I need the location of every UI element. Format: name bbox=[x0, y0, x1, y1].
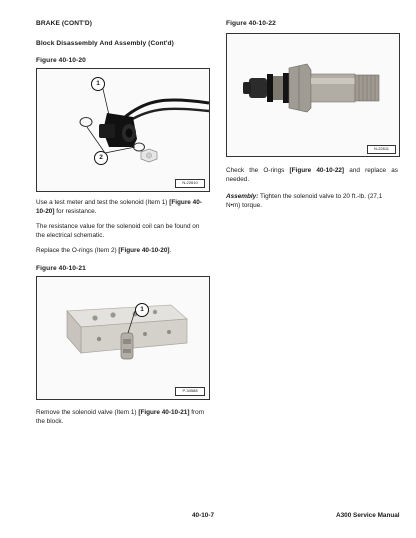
callout-item-2: 2 bbox=[94, 151, 108, 165]
manual-title: A300 Service Manual bbox=[336, 512, 400, 519]
figure-photo-solenoid-valve bbox=[226, 33, 400, 157]
paragraph-text: Tighten the solenoid valve to 20 ft.-lb. (27,1 N•m) torque. bbox=[226, 193, 383, 209]
paragraph-text: Replace the O-rings (Item 2) bbox=[36, 247, 119, 254]
figure-reference: [Figure 40-10-20] bbox=[36, 199, 202, 215]
figure-reference: [Figure 40-10-21] bbox=[138, 409, 190, 416]
assembly-label: Assembly: bbox=[226, 193, 259, 200]
paragraph-replace-orings bbox=[36, 246, 208, 255]
paragraph-assembly-torque bbox=[226, 192, 398, 210]
solenoid-valve-illustration bbox=[227, 34, 399, 156]
paragraph-resistance-value: The resistance value for the solenoid coil can be found on the electrical schematic. bbox=[36, 223, 200, 239]
photo-id-label: N-22610 bbox=[175, 179, 205, 188]
paragraph-text: Remove the solenoid valve (Item 1) bbox=[36, 409, 139, 416]
figure-caption-40-10-21: Figure 40-10-21 bbox=[36, 265, 86, 272]
solenoid-coil-illustration bbox=[37, 69, 209, 191]
callout-item-1: 1 bbox=[91, 77, 105, 91]
page-number: 40-10-7 bbox=[192, 512, 215, 519]
subsection-title: Block Disassembly And Assembly (Cont'd) bbox=[36, 40, 174, 47]
callout-item-1: 1 bbox=[135, 303, 149, 317]
paragraph-text: and replace as needed. bbox=[226, 167, 399, 183]
paragraph-text: from the block. bbox=[36, 409, 205, 425]
figure-reference: [Figure 40-10-20] bbox=[118, 247, 170, 254]
paragraph-check-orings bbox=[226, 166, 398, 184]
valve-block-illustration bbox=[37, 277, 209, 399]
section-title: BRAKE (CONT'D) bbox=[36, 20, 93, 27]
paragraph-text: Check the O-rings bbox=[226, 167, 290, 174]
figure-photo-solenoid-coil bbox=[36, 68, 210, 192]
figure-caption-40-10-20: Figure 40-10-20 bbox=[36, 57, 86, 64]
paragraph-text: for resistance. bbox=[54, 208, 97, 215]
photo-id-label: N-22611 bbox=[367, 145, 396, 154]
paragraph-text: Use a test meter and test the solenoid (Item 1) bbox=[36, 199, 170, 206]
figure-caption-40-10-22: Figure 40-10-22 bbox=[226, 20, 276, 27]
figure-photo-valve-block bbox=[36, 276, 210, 400]
paragraph-remove-valve bbox=[36, 408, 208, 426]
paragraph-test-solenoid bbox=[36, 198, 208, 216]
figure-reference: [Figure 40-10-22] bbox=[289, 167, 345, 174]
paragraph-text: . bbox=[169, 247, 172, 254]
photo-id-label: P-34588 bbox=[175, 387, 205, 396]
